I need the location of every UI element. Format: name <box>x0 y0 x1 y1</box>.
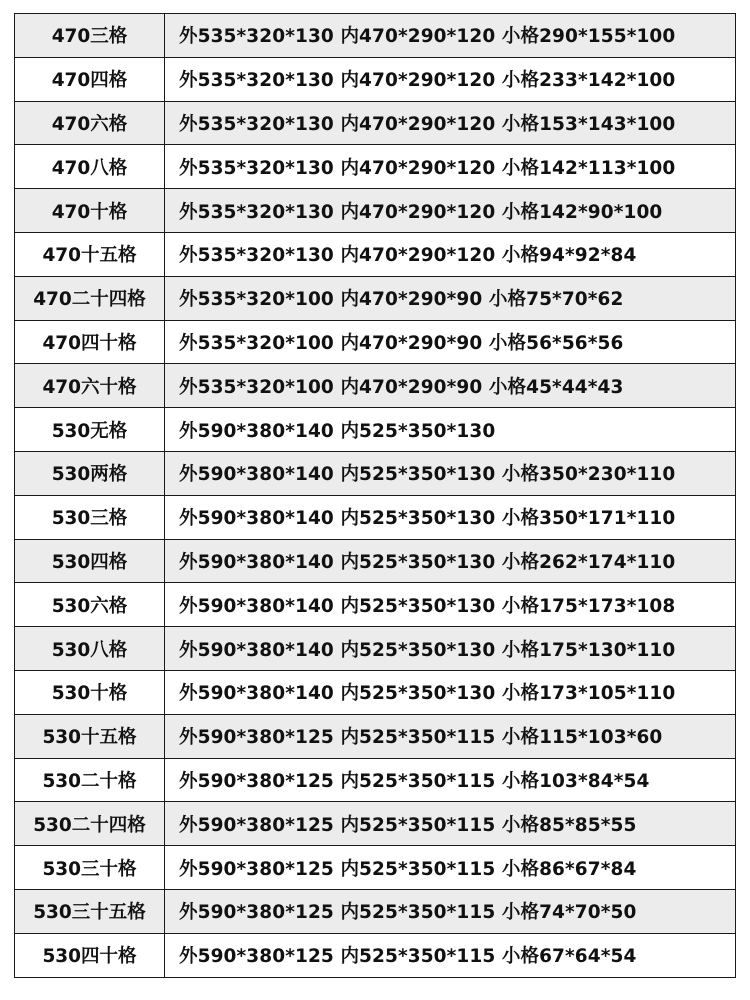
model-cell: 530四格 <box>15 539 165 583</box>
table-row <box>15 933 736 977</box>
table-row <box>15 758 736 802</box>
model-cell: 530四十格 <box>15 933 165 977</box>
table-row <box>15 583 736 627</box>
dimensions-cell: 外535*320*100 内470*290*90 小格75*70*62 <box>165 276 736 320</box>
model-cell: 470十格 <box>15 189 165 233</box>
dimensions-cell: 外590*380*125 内525*350*115 小格103*84*54 <box>165 758 736 802</box>
spec-table-body <box>15 14 736 978</box>
model-cell: 530二十四格 <box>15 802 165 846</box>
dimensions-cell: 外535*320*130 内470*290*120 小格94*92*84 <box>165 232 736 276</box>
table-row <box>15 232 736 276</box>
dimensions-cell: 外535*320*130 内470*290*120 小格233*142*100 <box>165 57 736 101</box>
dimensions-cell: 外590*380*140 内525*350*130 小格175*173*108 <box>165 583 736 627</box>
model-cell: 470四格 <box>15 57 165 101</box>
table-row <box>15 57 736 101</box>
table-row <box>15 889 736 933</box>
dimensions-cell: 外590*380*125 内525*350*115 小格74*70*50 <box>165 889 736 933</box>
table-row <box>15 714 736 758</box>
dimensions-cell: 外590*380*140 内525*350*130 小格350*230*110 <box>165 451 736 495</box>
dimensions-cell: 外590*380*125 内525*350*115 小格115*103*60 <box>165 714 736 758</box>
model-cell: 470六格 <box>15 101 165 145</box>
model-cell: 530八格 <box>15 627 165 671</box>
model-cell: 470三格 <box>15 14 165 58</box>
table-row <box>15 451 736 495</box>
model-cell: 470十五格 <box>15 232 165 276</box>
dimensions-cell: 外590*380*125 内525*350*115 小格85*85*55 <box>165 802 736 846</box>
dimensions-cell: 外535*320*130 内470*290*120 小格290*155*100 <box>165 14 736 58</box>
model-cell: 530无格 <box>15 408 165 452</box>
table-row <box>15 320 736 364</box>
dimensions-cell: 外590*380*140 内525*350*130 小格350*171*110 <box>165 495 736 539</box>
model-cell: 470四十格 <box>15 320 165 364</box>
table-row <box>15 101 736 145</box>
dimensions-cell: 外590*380*125 内525*350*115 小格86*67*84 <box>165 846 736 890</box>
model-cell: 530六格 <box>15 583 165 627</box>
dimensions-cell: 外590*380*140 内525*350*130 小格262*174*110 <box>165 539 736 583</box>
table-row <box>15 189 736 233</box>
model-cell: 530三十格 <box>15 846 165 890</box>
table-row <box>15 364 736 408</box>
dimensions-cell: 外535*320*130 内470*290*120 小格142*113*100 <box>165 145 736 189</box>
model-cell: 530两格 <box>15 451 165 495</box>
table-row <box>15 495 736 539</box>
dimensions-cell: 外590*380*125 内525*350*115 小格67*64*54 <box>165 933 736 977</box>
model-cell: 530三十五格 <box>15 889 165 933</box>
dimensions-cell: 外590*380*140 内525*350*130 小格173*105*110 <box>165 670 736 714</box>
table-row <box>15 627 736 671</box>
table-row <box>15 408 736 452</box>
dimensions-cell: 外535*320*100 内470*290*90 小格56*56*56 <box>165 320 736 364</box>
table-row <box>15 670 736 714</box>
table-row <box>15 14 736 58</box>
dimensions-cell: 外590*380*140 内525*350*130 小格175*130*110 <box>165 627 736 671</box>
dimensions-cell: 外590*380*140 内525*350*130 <box>165 408 736 452</box>
model-cell: 530十格 <box>15 670 165 714</box>
model-cell: 470二十四格 <box>15 276 165 320</box>
model-cell: 530三格 <box>15 495 165 539</box>
dimensions-cell: 外535*320*130 内470*290*120 小格142*90*100 <box>165 189 736 233</box>
table-row <box>15 539 736 583</box>
model-cell: 470八格 <box>15 145 165 189</box>
model-cell: 470六十格 <box>15 364 165 408</box>
spec-table <box>14 13 736 978</box>
table-row <box>15 802 736 846</box>
model-cell: 530十五格 <box>15 714 165 758</box>
model-cell: 530二十格 <box>15 758 165 802</box>
table-row <box>15 145 736 189</box>
dimensions-cell: 外535*320*130 内470*290*120 小格153*143*100 <box>165 101 736 145</box>
table-row <box>15 846 736 890</box>
dimensions-cell: 外535*320*100 内470*290*90 小格45*44*43 <box>165 364 736 408</box>
table-row <box>15 276 736 320</box>
